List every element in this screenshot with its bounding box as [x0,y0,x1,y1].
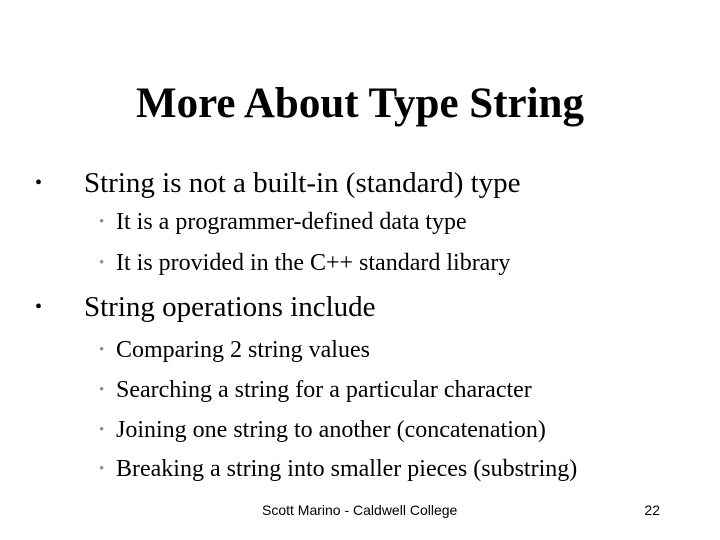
footer-credit: Scott Marino - Caldwell College [262,502,458,518]
bullet-marker: • [35,296,43,318]
bullet-marker: • [35,172,43,194]
sub-bullet-marker: • [99,214,105,230]
sub-bullet-item [99,207,467,237]
sub-bullet-text: It is a programmer-defined data type [116,209,467,235]
sub-bullet-text: Comparing 2 string values [116,337,370,363]
bullet-text: String is not a built-in (standard) type [84,167,521,199]
sub-bullet-marker: • [99,342,105,358]
sub-bullet-text: Breaking a string into smaller pieces (substring) [116,456,578,482]
sub-bullet-item [99,248,511,278]
sub-bullet-marker: • [99,382,105,398]
sub-bullet-marker: • [99,422,105,438]
bullet-text: String operations include [84,291,376,323]
sub-bullet-text: Joining one string to another (concatenation) [116,417,546,443]
sub-bullet-text: Searching a string for a particular character [116,377,532,403]
sub-bullet-marker: • [99,461,105,477]
sub-bullet-marker: • [99,255,105,271]
sub-bullet-text: It is provided in the C++ standard library [116,250,511,276]
bullet-item [35,290,376,324]
sub-bullet-item [99,454,578,484]
slide-page-number: 22 [644,502,660,518]
slide-title: More About Type String [136,80,584,127]
bullet-item [35,166,521,200]
sub-bullet-item [99,375,532,405]
sub-bullet-item [99,335,370,365]
sub-bullet-item [99,415,546,445]
